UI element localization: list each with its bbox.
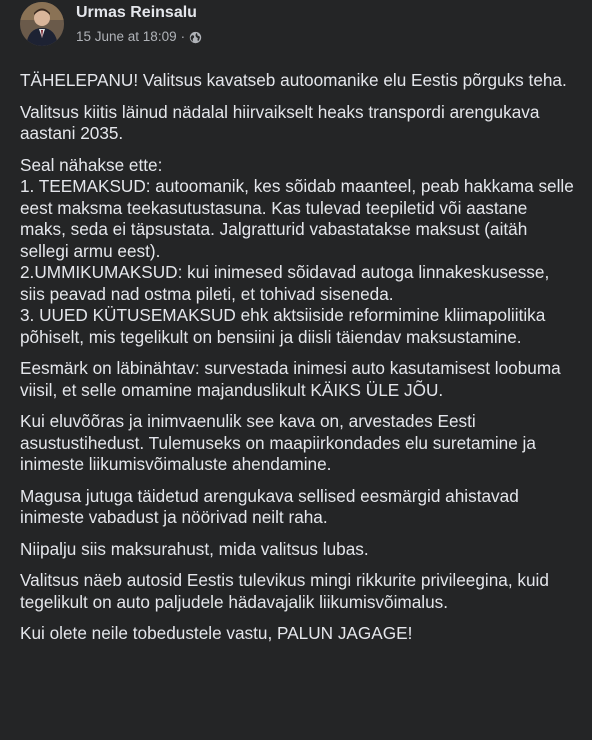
post-paragraph: Eesmärk on läbinähtav: survestada inimesi auto kasutamisest loobuma viisil, et selle omamine majanduslikult KÄIKS ÜLE JÕU. bbox=[20, 358, 561, 400]
post-header bbox=[20, 0, 202, 52]
post-subline bbox=[76, 29, 202, 45]
post-body bbox=[20, 70, 576, 655]
post-paragraph: Seal nähakse ette: 1. TEEMAKSUD: autoomanik, kes sõidab maanteel, peab hakkama selle eest maksma teekasutustasuna. Kas tulevad teepiletid või aastane maks, seda ei täpsustata. Jalgratturid vabastatakse maksust (aitäh sellegi armu eest). 2.UMMIKUMAKSUD: kui inimesed sõidavad autoga linnakeskusesse, siis peavad nad ostma pileti, et tohivad siseneda. 3. UUED KÜTUSEMAKSUD ehk aktsiiside reformimine kliimapoliitika põhiselt, mis tegelikult on bensiini ja diisli täiendav maksustamine. bbox=[20, 154, 574, 347]
globe-icon[interactable] bbox=[189, 31, 202, 44]
post-paragraph: Magusa jutuga täidetud arengukava sellised eesmärgid ahistavad inimeste vabadust ja nöörivad neilt raha. bbox=[20, 485, 519, 527]
post-paragraph: TÄHELEPANU! Valitsus kavatseb autoomanike elu Eestis põrguks teha. bbox=[20, 70, 567, 90]
post-paragraph: Valitsus näeb autosid Eestis tulevikus mingi rikkurite privileegina, kuid tegelikult on auto paljudele hädavajalik liikumisvõimalus. bbox=[20, 570, 549, 612]
separator-dot: · bbox=[180, 29, 186, 44]
author-name[interactable]: Urmas Reinsalu bbox=[76, 4, 197, 21]
avatar[interactable] bbox=[20, 2, 64, 46]
avatar-image bbox=[20, 2, 64, 46]
post-paragraph: Kui olete neile tobedustele vastu, PALUN JAGAGE! bbox=[20, 623, 413, 643]
post-timestamp[interactable]: 15 June at 18:09 bbox=[76, 29, 177, 44]
post-paragraph: Kui eluvõõras ja inimvaenulik see kava on, arvestades Eesti asustustihedust. Tulemuseks on maapiirkondades elu suretamine ja inimeste liikumisvõimaluste ahendamine. bbox=[20, 411, 536, 474]
post-paragraph: Niipalju siis maksurahust, mida valitsus lubas. bbox=[20, 538, 369, 559]
post-meta bbox=[76, 0, 202, 45]
post-paragraph: Valitsus kiitis läinud nädalal hiirvaikselt heaks transpordi arengukava aastani 2035. bbox=[20, 101, 540, 143]
